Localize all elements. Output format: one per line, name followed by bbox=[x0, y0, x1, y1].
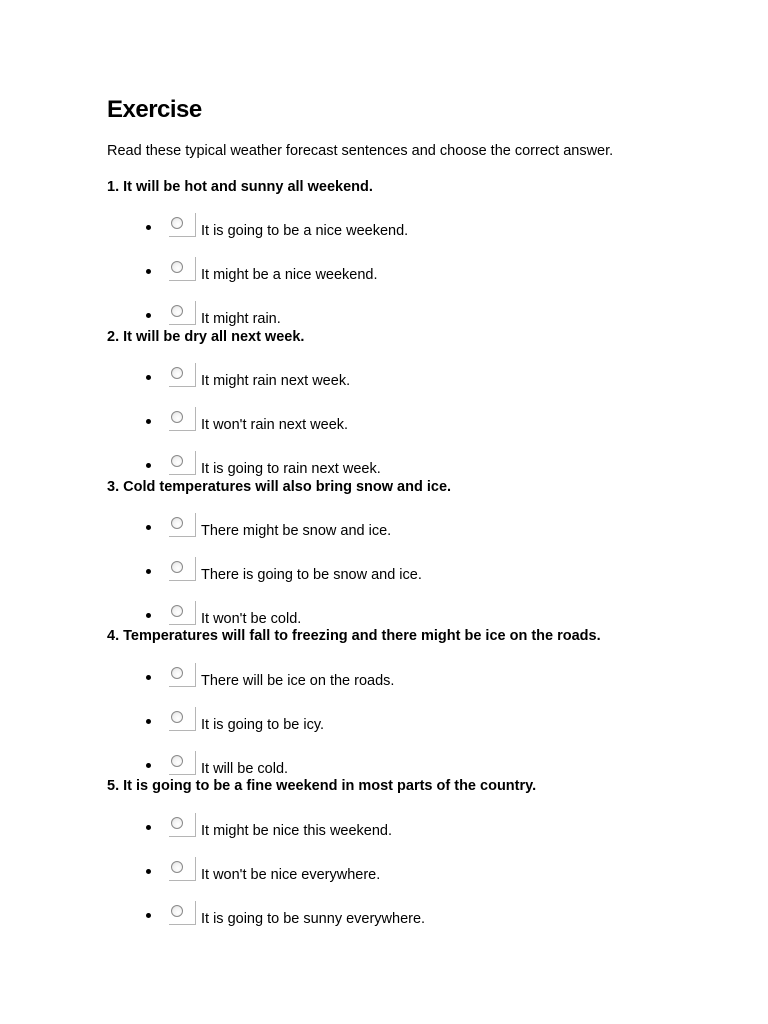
radio-circle-icon bbox=[171, 305, 183, 317]
question-3-option-3[interactable] bbox=[146, 601, 626, 627]
question-4-option-3[interactable] bbox=[146, 751, 626, 777]
question-5-prompt: 5. It is going to be a fine weekend in most parts of the country. bbox=[107, 778, 537, 794]
radio-button[interactable] bbox=[169, 513, 196, 537]
option-label: It might be a nice weekend. bbox=[201, 267, 378, 283]
radio-circle-icon bbox=[171, 605, 183, 617]
question-2-prompt: 2. It will be dry all next week. bbox=[107, 329, 305, 345]
radio-button[interactable] bbox=[169, 601, 196, 625]
radio-button[interactable] bbox=[169, 751, 196, 775]
bullet-icon bbox=[146, 419, 151, 424]
radio-circle-icon bbox=[171, 817, 183, 829]
question-1-prompt: 1. It will be hot and sunny all weekend. bbox=[107, 179, 373, 195]
option-label: It will be cold. bbox=[201, 761, 289, 777]
bullet-icon bbox=[146, 269, 151, 274]
bullet-icon bbox=[146, 569, 151, 574]
option-label: It is going to be a nice weekend. bbox=[201, 223, 409, 239]
option-label: It won't be nice everywhere. bbox=[201, 867, 381, 883]
radio-circle-icon bbox=[171, 755, 183, 767]
option-label: It is going to rain next week. bbox=[201, 461, 381, 477]
bullet-icon bbox=[146, 913, 151, 918]
question-3-prompt: 3. Cold temperatures will also bring snow and ice. bbox=[107, 479, 452, 495]
bullet-icon bbox=[146, 525, 151, 530]
radio-button[interactable] bbox=[169, 301, 196, 325]
question-5-option-3[interactable] bbox=[146, 901, 626, 927]
radio-button[interactable] bbox=[169, 707, 196, 731]
radio-button[interactable] bbox=[169, 857, 196, 881]
question-4-option-1[interactable] bbox=[146, 663, 626, 689]
radio-button[interactable] bbox=[169, 557, 196, 581]
option-label: It is going to be sunny everywhere. bbox=[201, 911, 426, 927]
option-label: There will be ice on the roads. bbox=[201, 673, 395, 689]
bullet-icon bbox=[146, 613, 151, 618]
bullet-icon bbox=[146, 763, 151, 768]
radio-circle-icon bbox=[171, 561, 183, 573]
radio-circle-icon bbox=[171, 861, 183, 873]
question-4-option-2[interactable] bbox=[146, 707, 626, 733]
question-2-option-2[interactable] bbox=[146, 407, 626, 433]
option-label: It won't rain next week. bbox=[201, 417, 349, 433]
radio-circle-icon bbox=[171, 711, 183, 723]
question-3-option-2[interactable] bbox=[146, 557, 626, 583]
option-label: It is going to be icy. bbox=[201, 717, 325, 733]
question-2-option-1[interactable] bbox=[146, 363, 626, 389]
option-label: It might be nice this weekend. bbox=[201, 823, 393, 839]
bullet-icon bbox=[146, 675, 151, 680]
radio-circle-icon bbox=[171, 217, 183, 229]
radio-button[interactable] bbox=[169, 901, 196, 925]
option-label: There is going to be snow and ice. bbox=[201, 567, 422, 583]
question-4-prompt: 4. Temperatures will fall to freezing and there might be ice on the roads. bbox=[107, 628, 601, 644]
question-1-option-1[interactable] bbox=[146, 213, 626, 239]
bullet-icon bbox=[146, 463, 151, 468]
radio-circle-icon bbox=[171, 667, 183, 679]
option-label: It might rain next week. bbox=[201, 373, 351, 389]
radio-button[interactable] bbox=[169, 813, 196, 837]
question-1-option-2[interactable] bbox=[146, 257, 626, 283]
bullet-icon bbox=[146, 869, 151, 874]
page-title: Exercise bbox=[107, 96, 202, 123]
radio-circle-icon bbox=[171, 411, 183, 423]
radio-button[interactable] bbox=[169, 213, 196, 237]
option-label: There might be snow and ice. bbox=[201, 523, 392, 539]
bullet-icon bbox=[146, 313, 151, 318]
question-1-option-3[interactable] bbox=[146, 301, 626, 327]
radio-circle-icon bbox=[171, 905, 183, 917]
radio-circle-icon bbox=[171, 517, 183, 529]
bullet-icon bbox=[146, 825, 151, 830]
question-5-option-1[interactable] bbox=[146, 813, 626, 839]
radio-circle-icon bbox=[171, 367, 183, 379]
radio-button[interactable] bbox=[169, 363, 196, 387]
bullet-icon bbox=[146, 225, 151, 230]
radio-button[interactable] bbox=[169, 257, 196, 281]
bullet-icon bbox=[146, 375, 151, 380]
question-2-option-3[interactable] bbox=[146, 451, 626, 477]
radio-button[interactable] bbox=[169, 451, 196, 475]
question-5-option-2[interactable] bbox=[146, 857, 626, 883]
option-label: It won't be cold. bbox=[201, 611, 302, 627]
question-3-option-1[interactable] bbox=[146, 513, 626, 539]
radio-button[interactable] bbox=[169, 663, 196, 687]
radio-button[interactable] bbox=[169, 407, 196, 431]
instructions-text: Read these typical weather forecast sentences and choose the correct answer. bbox=[107, 143, 614, 159]
radio-circle-icon bbox=[171, 261, 183, 273]
option-label: It might rain. bbox=[201, 311, 281, 327]
radio-circle-icon bbox=[171, 455, 183, 467]
bullet-icon bbox=[146, 719, 151, 724]
